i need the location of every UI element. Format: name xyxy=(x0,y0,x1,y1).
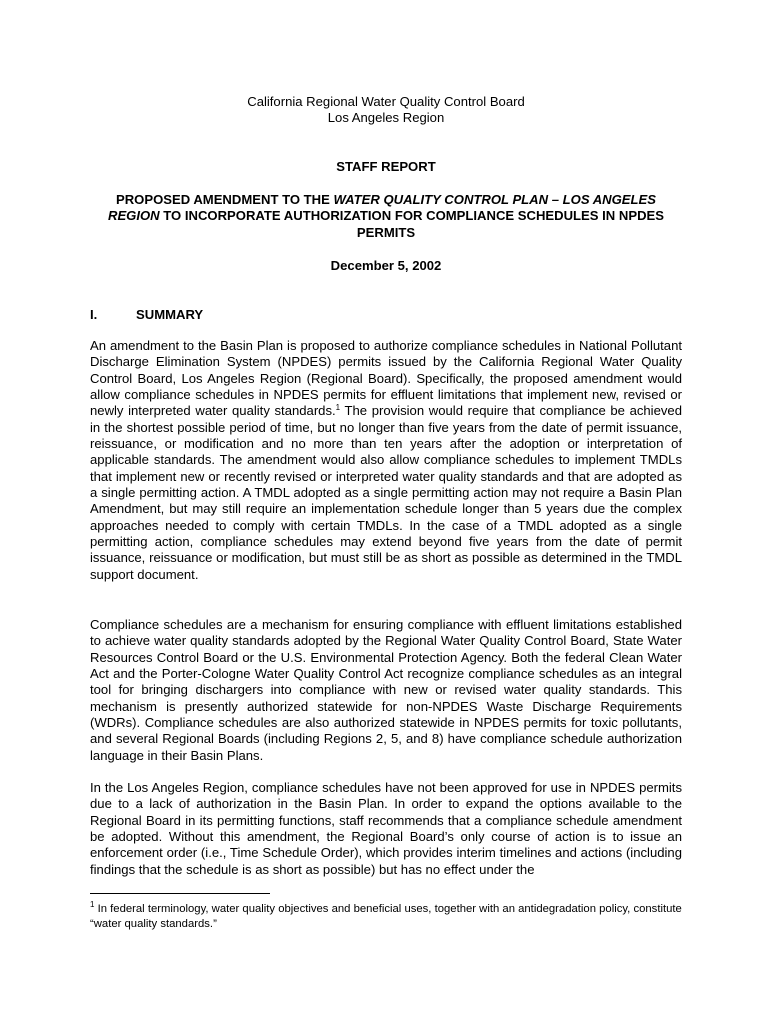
section-number: I. xyxy=(90,307,98,322)
footnote-text: In federal terminology, water quality objectives and beneficial uses, together with an antidegradation policy, constitute “water quality standards.” xyxy=(90,903,682,930)
report-date: December 5, 2002 xyxy=(330,258,442,273)
report-label: STAFF REPORT xyxy=(336,159,436,174)
paragraph-2: Compliance schedules are a mechanism for ensuring compliance with effluent limitations established to achieve water quality standards adopted by the Regional Water Quality Control Board, State Water Resources Control Board or the U.S. Environmental Protection Agency. Both the federal Clean Water Act and the Porter-Cologne Water Quality Control Act recognize compliance schedules as an integral tool for bringing dischargers into compliance with new or revised water quality standards. This mechanism is presently authorized statewide for non-NPDES Waste Discharge Requirements (WDRs). Compliance schedules are also authorized statewide in NPDES permits for toxic pollutants, and several Regional Boards (including Regions 2, 5, and 8) have compliance schedule authorization language in their Basin Plans. xyxy=(90,617,682,763)
title-pre: PROPOSED AMENDMENT TO THE xyxy=(115,192,334,207)
report-title xyxy=(90,192,682,241)
paragraph-3: In the Los Angeles Region, compliance schedules have not been approved for use in NPDES permits due to a lack of authorization in the Basin Plan. In order to expand the options available to the Regional Board in its permitting functions, staff recommends that a compliance schedule amendment be adopted. Without this amendment, the Regional Board’s only course of action is to issue an enforcement order (i.e., Time Schedule Order), which provides interim timelines and actions (including findings that the schedule is as short as possible) but has no effect under the xyxy=(90,780,682,877)
footnote-divider xyxy=(90,893,270,894)
title-plan-name: WATER QUALITY CONTROL PLAN – LOS ANGELES REGION xyxy=(107,192,657,224)
org-line-1: California Regional Water Quality Control Board xyxy=(247,94,525,109)
footnote xyxy=(90,902,690,931)
title-post: TO INCORPORATE AUTHORIZATION FOR COMPLIANCE SCHEDULES IN NPDES PERMITS xyxy=(159,208,665,240)
org-line-2: Los Angeles Region xyxy=(327,110,445,126)
paragraph-1-part-a: An amendment to the Basin Plan is proposed to authorize compliance schedules in National Pollutant Discharge Elimination System (NPDES) permits issued by the California Regional Water Quality Control Board, Los Angeles Region (Regional Board). Specifically, the proposed amendment would allow compliance schedules in NPDES permits for effluent limitations that implement new, revised or newly interpreted water quality standards. xyxy=(90,338,682,419)
footnote-marker: 1 xyxy=(90,900,95,909)
board-name xyxy=(90,94,682,127)
paragraph-1-part-b: The provision would require that compliance be achieved in the shortest possible period of time, but no longer than five years from the date of permit issuance, reissuance, or modification and no more than ten years after the adoption or interpretation of applicable standards. The amendment would also allow compliance schedules to implement TMDLs that implement new or recently revised or interpreted water quality standards and that are adopted as a single permitting action. A TMDL adopted as a single permitting action may not require a Basin Plan Amendment, but may still require an implementation schedule longer than 5 years due the complex approaches needed to comply with certain TMDLs. In the case of a TMDL adopted as a single permitting action, compliance schedules may extend beyond five years from the date of permit issuance, reissuance or modification, but must still be as short as possible as determined in the TMDL support document. xyxy=(90,403,682,582)
footnote-reference[interactable]: 1 xyxy=(335,403,341,413)
paragraph-1 xyxy=(90,338,682,583)
section-heading: SUMMARY xyxy=(136,307,204,322)
